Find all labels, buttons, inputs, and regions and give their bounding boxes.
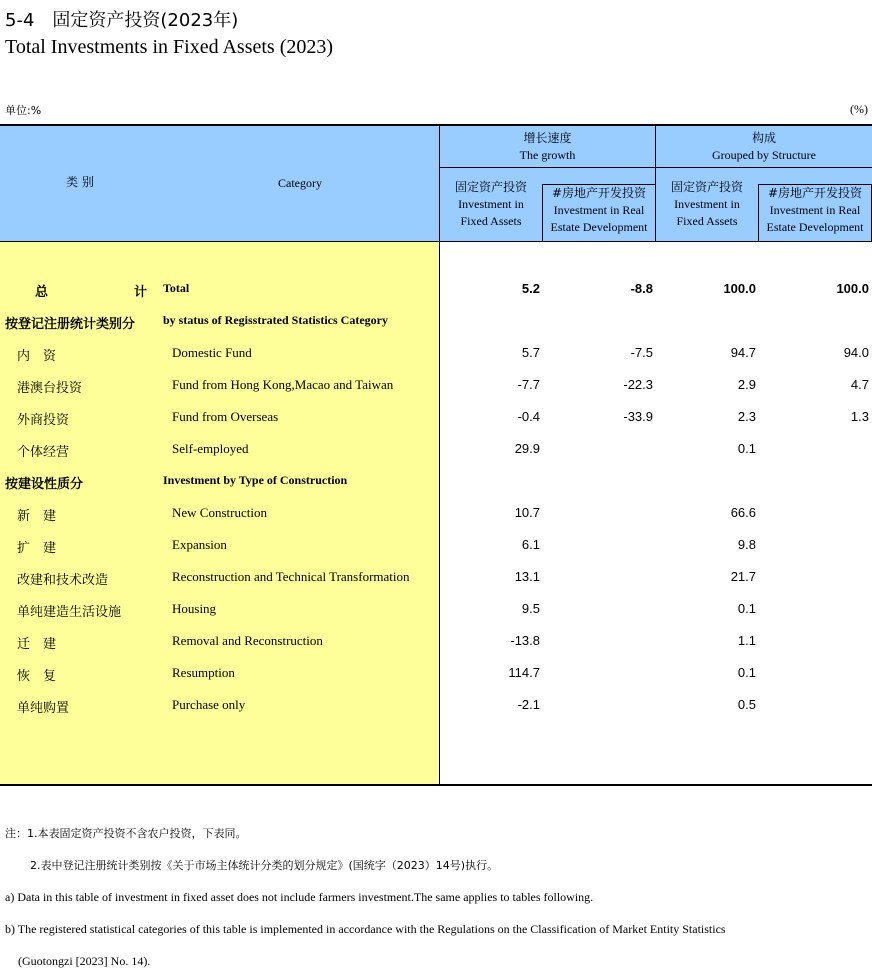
section-label-english: by status of Regisstrated Statistics Category bbox=[163, 313, 388, 327]
row-label-english: Purchase only bbox=[172, 697, 246, 712]
unit-label-percent: (%) bbox=[850, 102, 868, 116]
growth-fixed-value: -2.1 bbox=[517, 697, 540, 712]
note-2-chinese: 2.表中登记注册统计类别按《关于市场主体统计分类的划分规定》(国统字（2023）14号)执行。 bbox=[30, 859, 499, 872]
growth-fixed-value: 5.7 bbox=[521, 345, 540, 360]
row-label-english: Removal and Reconstruction bbox=[172, 633, 323, 648]
row-label-chinese: 扩 建 bbox=[17, 541, 57, 556]
row-label-english: Total bbox=[163, 281, 190, 295]
header-bottom-rule bbox=[0, 241, 872, 242]
structure-realestate-value: 100.0 bbox=[836, 281, 869, 296]
growth-fixed-value: 114.7 bbox=[508, 665, 540, 680]
growth-fixed-value: 5.2 bbox=[521, 281, 540, 296]
table-row bbox=[0, 625, 872, 657]
growth-realestate-value: -7.5 bbox=[630, 345, 653, 360]
structure-fixed-value: 2.3 bbox=[737, 409, 756, 424]
row-label-english: Resumption bbox=[172, 665, 235, 680]
table-row bbox=[0, 529, 872, 561]
header-growth-fixed-assets bbox=[440, 179, 542, 230]
growth-realestate-value: -8.8 bbox=[630, 281, 653, 296]
header-category-chinese: 类 别 bbox=[66, 175, 94, 189]
page-title-english: Total Investments in Fixed Assets (2023) bbox=[5, 36, 334, 58]
table-section-registration bbox=[0, 305, 872, 337]
table-row bbox=[0, 593, 872, 625]
table-row bbox=[0, 689, 872, 721]
growth-realestate-value: -22.3 bbox=[623, 377, 653, 392]
row-label-chinese: 港澳台投资 bbox=[17, 381, 83, 396]
table-section-construction bbox=[0, 465, 872, 497]
header-fixed-chinese: 固定资产投资 bbox=[454, 180, 527, 194]
header-growth bbox=[440, 130, 655, 164]
growth-fixed-value: -13.8 bbox=[510, 633, 540, 648]
structure-fixed-value: 0.1 bbox=[737, 441, 756, 456]
table-row bbox=[0, 401, 872, 433]
row-label-chinese: 外商投资 bbox=[17, 413, 70, 428]
row-label-chinese: 个体经营 bbox=[17, 445, 70, 460]
table-row bbox=[0, 497, 872, 529]
structure-fixed-value: 2.9 bbox=[737, 377, 756, 392]
row-label-chinese: 内 资 bbox=[17, 349, 57, 364]
row-label-chinese: 总 计 bbox=[35, 285, 168, 300]
structure-fixed-value: 0.1 bbox=[737, 665, 756, 680]
structure-realestate-value: 4.7 bbox=[850, 377, 869, 392]
structure-fixed-value: 94.7 bbox=[730, 345, 756, 360]
header-realestate-english-line1: Investment in Real bbox=[553, 203, 645, 217]
table-top-rule bbox=[0, 124, 872, 126]
header-structure-real-estate bbox=[758, 184, 872, 242]
row-label-english: Expansion bbox=[172, 537, 227, 552]
header-structure-english: Grouped by Structure bbox=[712, 148, 816, 162]
header-realestate-chinese: #房地产开发投资 bbox=[767, 186, 863, 200]
note-b-english-continued: (Guotongzi [2023] No. 14). bbox=[18, 954, 151, 968]
table-row bbox=[0, 369, 872, 401]
section-label-chinese: 按登记注册统计类别分 bbox=[5, 317, 136, 332]
unit-label-chinese: 单位:% bbox=[5, 104, 42, 117]
growth-fixed-value: 9.5 bbox=[521, 601, 540, 616]
structure-fixed-value: 0.1 bbox=[737, 601, 756, 616]
row-label-chinese: 新 建 bbox=[17, 509, 57, 524]
header-fixed-english-line2: Fixed Assets bbox=[676, 214, 738, 228]
header-fixed-english-line1: Investment in bbox=[458, 197, 524, 211]
header-growth-real-estate bbox=[542, 184, 656, 242]
structure-fixed-value: 0.5 bbox=[737, 697, 756, 712]
row-label-english: Reconstruction and Technical Transformation bbox=[172, 569, 410, 584]
row-label-chinese: 迁 建 bbox=[17, 637, 57, 652]
row-label-chinese: 单纯购置 bbox=[17, 701, 70, 716]
header-fixed-english-line2: Fixed Assets bbox=[460, 214, 522, 228]
growth-fixed-value: 13.1 bbox=[514, 569, 540, 584]
structure-realestate-value: 1.3 bbox=[850, 409, 869, 424]
header-category-english: Category bbox=[278, 176, 322, 190]
structure-fixed-value: 66.6 bbox=[730, 505, 756, 520]
structure-fixed-value: 9.8 bbox=[737, 537, 756, 552]
table-row bbox=[0, 337, 872, 369]
row-label-chinese: 单纯建造生活设施 bbox=[17, 605, 122, 620]
row-label-chinese: 改建和技术改造 bbox=[17, 573, 109, 588]
structure-fixed-value: 21.7 bbox=[730, 569, 756, 584]
section-label-chinese: 按建设性质分 bbox=[5, 477, 84, 492]
table-row bbox=[0, 561, 872, 593]
row-label-english: Domestic Fund bbox=[172, 345, 252, 360]
table-row-total bbox=[0, 273, 872, 305]
note-a-english: a) Data in this table of investment in fixed asset does not include farmers investment.The same applies to tables following. bbox=[5, 890, 594, 904]
growth-fixed-value: -0.4 bbox=[517, 409, 540, 424]
header-realestate-english-line2: Estate Development bbox=[550, 220, 648, 234]
row-label-english: Self-employed bbox=[172, 441, 249, 456]
row-label-chinese: 恢 复 bbox=[17, 669, 57, 684]
header-structure-fixed-assets bbox=[656, 179, 758, 230]
header-realestate-english-line2: Estate Development bbox=[766, 220, 864, 234]
table-row bbox=[0, 433, 872, 465]
row-label-english: Housing bbox=[172, 601, 217, 616]
section-label-english: Investment by Type of Construction bbox=[163, 473, 348, 487]
growth-fixed-value: 29.9 bbox=[514, 441, 540, 456]
header-fixed-english-line1: Investment in bbox=[674, 197, 740, 211]
growth-fixed-value: 10.7 bbox=[514, 505, 540, 520]
header-growth-chinese: 增长速度 bbox=[523, 131, 572, 145]
note-b-english: b) The registered statistical categories of this table is implemented in accordance with the Regulations on the Classification of Market Entity Statistics bbox=[5, 922, 726, 936]
row-label-english: New Construction bbox=[172, 505, 267, 520]
row-label-english: Fund from Overseas bbox=[172, 409, 279, 424]
table-row bbox=[0, 657, 872, 689]
growth-fixed-value: 6.1 bbox=[521, 537, 540, 552]
structure-fixed-value: 100.0 bbox=[723, 281, 756, 296]
header-growth-english: The growth bbox=[519, 148, 576, 162]
structure-fixed-value: 1.1 bbox=[737, 633, 756, 648]
header-fixed-chinese: 固定资产投资 bbox=[670, 180, 743, 194]
note-1-chinese: 注：1.本表固定资产投资不含农户投资，下表同。 bbox=[5, 827, 247, 840]
header-realestate-english-line1: Investment in Real bbox=[769, 203, 861, 217]
row-label-english: Fund from Hong Kong,Macao and Taiwan bbox=[172, 377, 394, 392]
growth-realestate-value: -33.9 bbox=[623, 409, 653, 424]
growth-fixed-value: -7.7 bbox=[517, 377, 540, 392]
page-title-chinese: 5-4 固定资产投资(2023年) bbox=[5, 10, 239, 31]
header-structure-chinese: 构成 bbox=[751, 131, 776, 145]
table-bottom-rule bbox=[0, 784, 872, 786]
header-structure bbox=[656, 130, 872, 164]
structure-realestate-value: 94.0 bbox=[843, 345, 869, 360]
header-realestate-chinese: #房地产开发投资 bbox=[551, 186, 647, 200]
